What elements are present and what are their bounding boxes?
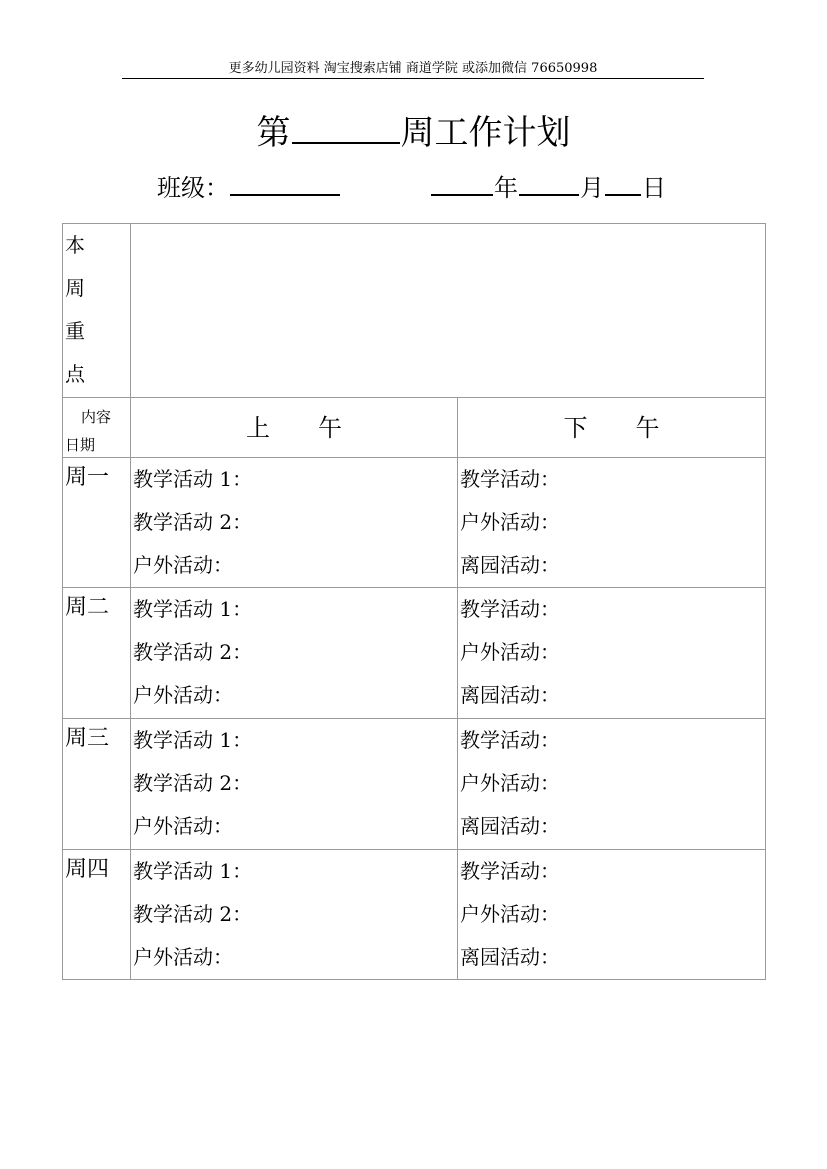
class-blank[interactable] <box>230 193 340 196</box>
morning-activities-cell[interactable] <box>131 850 458 980</box>
day-row-monday <box>63 458 766 588</box>
title-suffix: 周工作计划 <box>400 113 571 153</box>
activity-line: 教学活动： <box>460 728 560 752</box>
day-label-cell: 周三 <box>63 719 131 850</box>
activity-line: 教学活动： <box>460 467 560 491</box>
activity-line: 户外活动： <box>460 902 560 926</box>
morning-header: 上 午 <box>131 398 458 458</box>
focus-row <box>63 224 766 398</box>
day-label-cell: 周二 <box>63 588 131 719</box>
afternoon-activities-cell[interactable] <box>458 719 766 850</box>
activity-line: 教学活动 2： <box>133 902 253 926</box>
content-label: 内容 <box>81 408 112 426</box>
focus-label-char: 点 <box>65 362 85 386</box>
focus-label-char: 周 <box>65 276 85 300</box>
activity-line: 教学活动 1： <box>133 728 253 752</box>
focus-label-char: 重 <box>65 319 85 343</box>
activity-line: 教学活动 1： <box>133 859 253 883</box>
week-number-blank[interactable] <box>292 141 400 144</box>
page-title <box>0 110 827 156</box>
focus-label-char: 本 <box>65 233 85 257</box>
activity-line: 户外活动： <box>133 553 233 577</box>
activity-line: 教学活动 1： <box>133 597 253 621</box>
morning-activities-cell[interactable] <box>131 588 458 719</box>
title-prefix: 第 <box>256 113 291 153</box>
date-label: 日期 <box>65 436 96 454</box>
activity-line: 户外活动： <box>460 510 560 534</box>
day-row-tuesday <box>63 588 766 719</box>
column-header-row <box>63 398 766 458</box>
focus-label-cell <box>63 224 131 398</box>
year-blank[interactable] <box>431 193 493 196</box>
activity-line: 离园活动： <box>460 945 560 969</box>
activity-line: 户外活动： <box>460 640 560 664</box>
day-label: 日 <box>642 174 666 202</box>
activity-line: 离园活动： <box>460 553 560 577</box>
activity-line: 教学活动： <box>460 859 560 883</box>
day-label-cell: 周一 <box>63 458 131 588</box>
header-rule <box>122 78 704 79</box>
date-row <box>430 170 666 210</box>
afternoon-header: 下 午 <box>458 398 766 458</box>
day-row-thursday <box>63 850 766 980</box>
activity-line: 教学活动： <box>460 597 560 621</box>
year-label: 年 <box>494 174 518 202</box>
morning-activities-cell[interactable] <box>131 719 458 850</box>
weekly-plan-table <box>62 223 766 980</box>
afternoon-activities-cell[interactable] <box>458 588 766 719</box>
activity-line: 教学活动 1： <box>133 467 253 491</box>
activity-line: 户外活动： <box>460 771 560 795</box>
activity-line: 离园活动： <box>460 683 560 707</box>
activity-line: 户外活动： <box>133 683 233 707</box>
morning-activities-cell[interactable] <box>131 458 458 588</box>
activity-line: 教学活动 2： <box>133 510 253 534</box>
class-label: 班级： <box>157 174 229 202</box>
month-blank[interactable] <box>519 193 579 196</box>
day-label-cell: 周四 <box>63 850 131 980</box>
month-label: 月 <box>580 174 604 202</box>
activity-line: 教学活动 2： <box>133 640 253 664</box>
activity-line: 户外活动： <box>133 814 233 838</box>
day-row-wednesday <box>63 719 766 850</box>
afternoon-activities-cell[interactable] <box>458 458 766 588</box>
afternoon-activities-cell[interactable] <box>458 850 766 980</box>
page-header: 更多幼儿园资料 淘宝搜索店铺 商道学院 或添加微信 76650998 <box>228 61 598 76</box>
activity-line: 户外活动： <box>133 945 233 969</box>
focus-content-cell[interactable] <box>131 224 766 398</box>
activity-line: 教学活动 2： <box>133 771 253 795</box>
class-row <box>157 170 341 210</box>
day-blank[interactable] <box>605 193 641 196</box>
activity-line: 离园活动： <box>460 814 560 838</box>
diagonal-header-cell <box>63 398 131 458</box>
